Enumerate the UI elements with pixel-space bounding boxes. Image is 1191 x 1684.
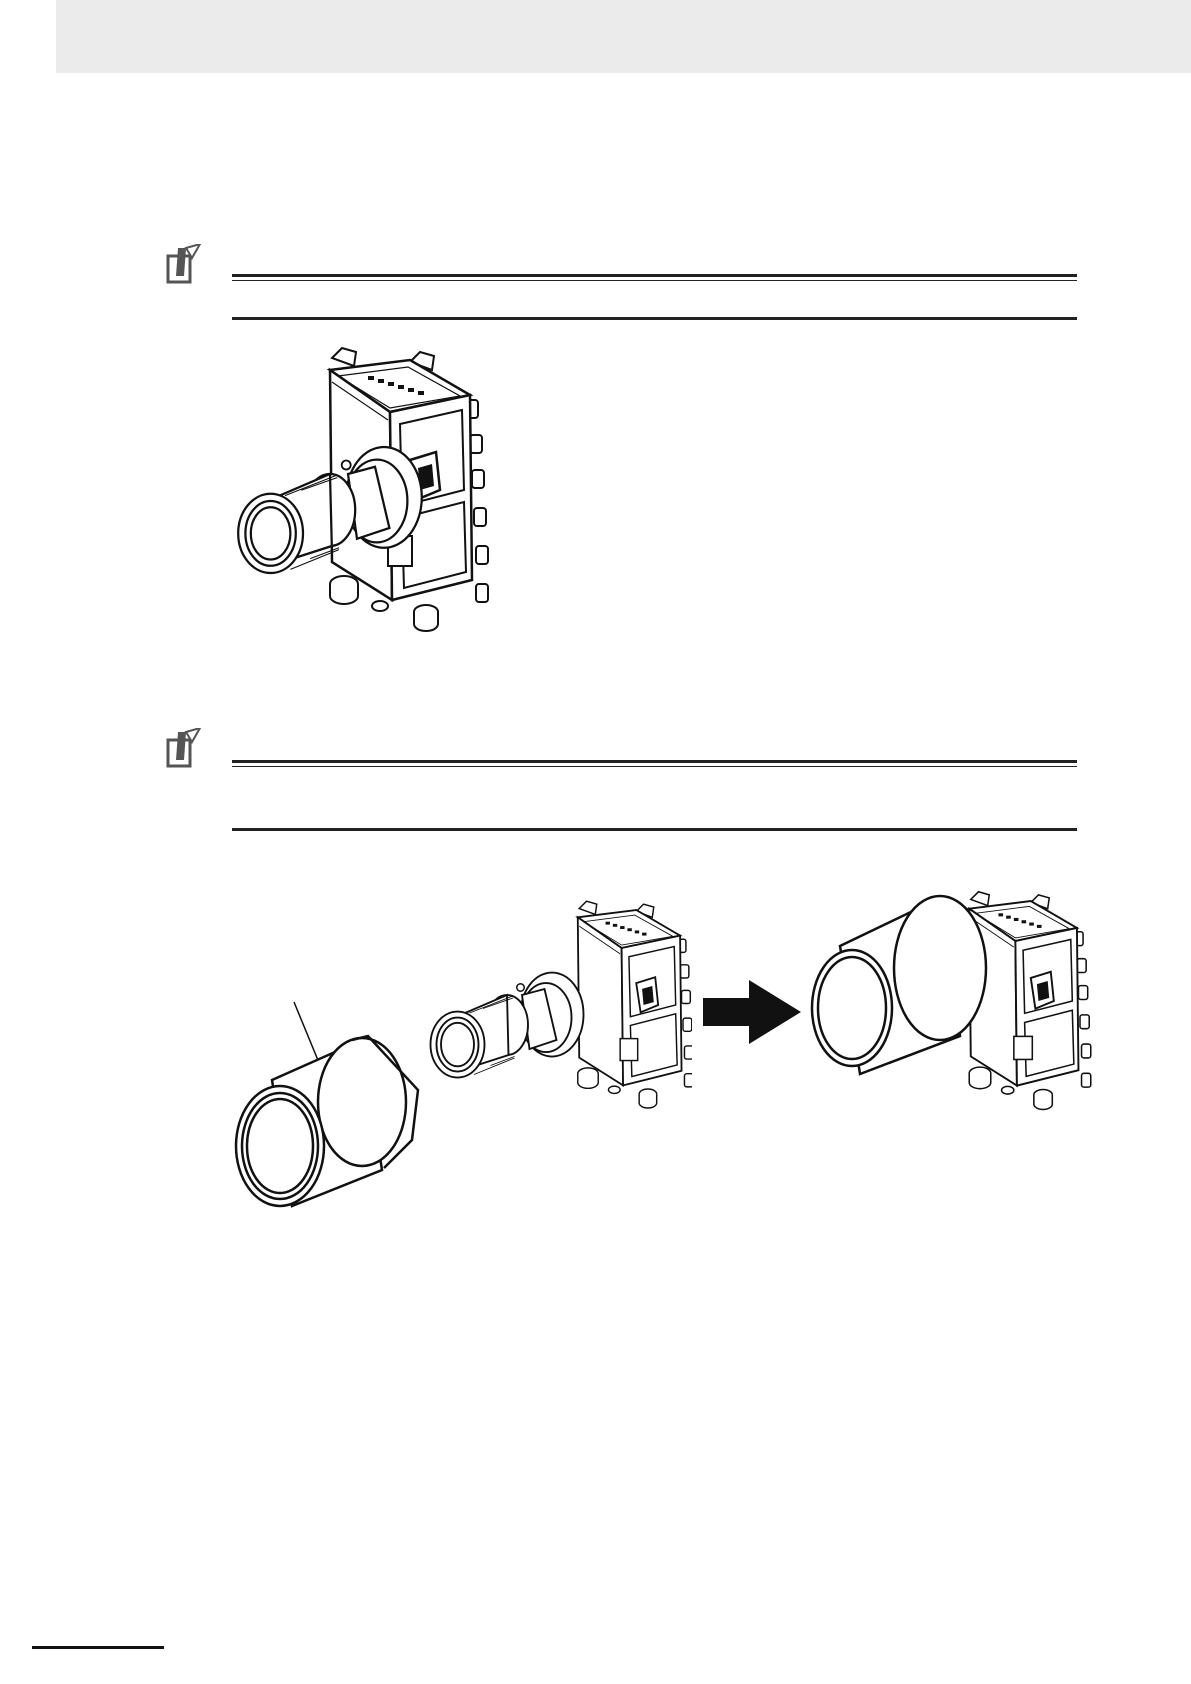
footer-rule (32, 1646, 164, 1649)
precaution-pencil-icon (166, 244, 202, 284)
page-header-band (56, 0, 1191, 73)
precaution-top-rule (232, 760, 1077, 767)
precaution-bottom-rule (232, 828, 1077, 831)
camera-with-cover-illustration (810, 856, 1110, 1156)
precaution-pencil-icon (166, 728, 202, 768)
lens-cover-attach-illustration (232, 870, 692, 1210)
precaution-bottom-rule (232, 317, 1077, 320)
arrow-right-icon (703, 980, 801, 1044)
camera-with-lens-illustration (230, 340, 510, 650)
precaution-top-rule (232, 274, 1077, 281)
